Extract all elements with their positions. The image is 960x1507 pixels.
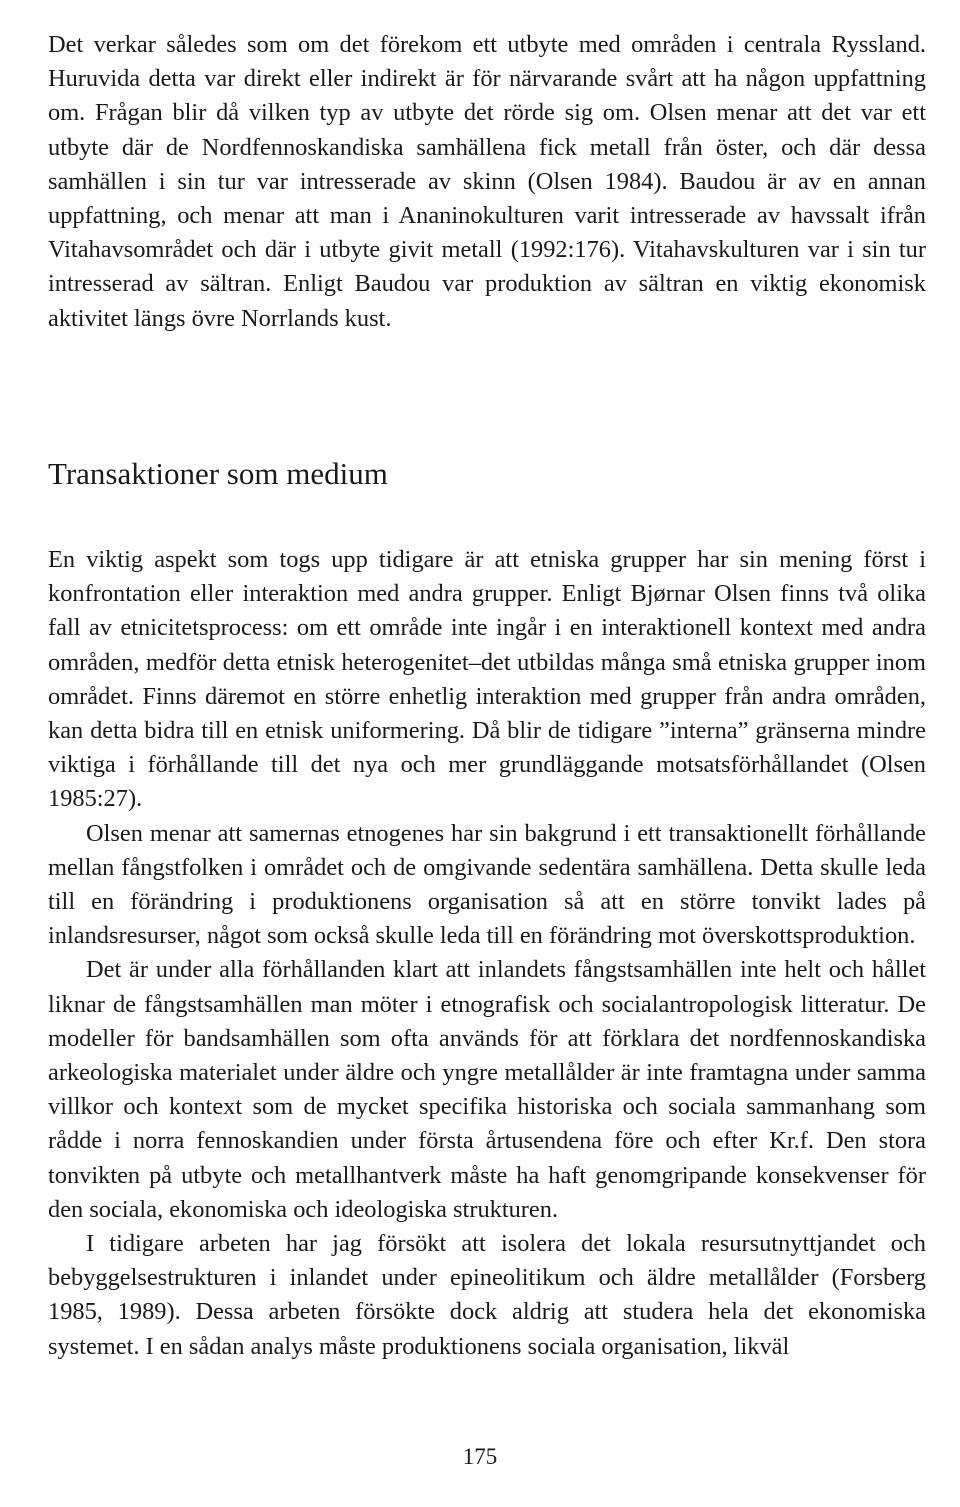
section-heading: Transaktioner som medium: [48, 456, 388, 491]
section-body: [48, 543, 926, 1364]
paragraph-2: Olsen menar att samernas etnogenes har sin bakgrund i ett transaktionellt förhållande mellan fångstfolken i området och de omgivande sedentära samhällena. Detta skulle leda till en förändring i produktionens organisation så att en större tonvikt lades på inlandsresurser, något som också skulle leda till en förändring mot överskottsproduktion.: [48, 819, 926, 950]
paragraph-1: En viktig aspekt som togs upp tidigare är att etniska grupper har sin mening först i konfrontation eller interaktion med andra grupper. Enligt Bjørnar Olsen finns två olika fall av etnicitetsprocess: om ett område inte ingår i en interaktionell kontext med andra områden, medför detta etnisk heterogenitet–det utbildas många små etniska grupper inom området. Finns däremot en större enhetlig interaktion med grupper från andra områden, kan detta bidra till en etnisk uniformering. Då blir de tidigare ”interna” gränserna mindre viktiga i förhållande till det nya och mer grundläggande motsatsförhållandet (Olsen 1985:27).: [48, 546, 926, 813]
intro-paragraph: Det verkar således som om det förekom ett utbyte med områden i centrala Ryssland. Huruvida detta var direkt eller indirekt är för närvarande svårt att ha någon uppfattning om. Frågan blir då vilken typ av utbyte det rörde sig om. Olsen menar att det var ett utbyte där de Nordfennoskandiska samhällena fick metall från öster, och där dessa samhällen i sin tur var intresserade av skinn (Olsen 1984). Baudou är av en annan uppfattning, och menar att man i Ananinokulturen varit intresserade av havssalt ifrån Vitahavsområdet och där i utbyte givit metall (1992:176). Vitahavskulturen var i sin tur intresserad av sältran. Enligt Baudou var produktion av sältran en viktig ekonomisk aktivitet längs övre Norrlands kust.: [48, 31, 926, 332]
page-number: 175: [462, 1444, 498, 1469]
paragraph-4: I tidigare arbeten har jag försökt att isolera det lokala resursutnyttjandet och bebyggelsestrukturen i inlandet under epineolitikum och äldre metallålder (Forsberg 1985, 1989). Dessa arbeten försökte dock aldrig att studera hela det ekonomiska systemet. I en sådan analys måste produktionens sociala organisation, likväl: [48, 1230, 926, 1360]
page-content: [48, 28, 926, 1360]
paragraph-3: Det är under alla förhållanden klart att inlandets fångstsamhällen inte helt och hållet liknar de fångstsamhällen man möter i etnografisk och socialantropologisk litteratur. De modeller för bandsamhällen som ofta används för att förklara det nordfennoskandiska arkeologiska materialet under äldre och yngre metallålder är inte framtagna under samma villkor och kontext som de mycket specifika historiska och sociala sammanhang som rådde i norra fennoskandien under första årtusendena före och efter Kr.f. Den stora tonvikten på utbyte och metallhantverk måste ha haft genomgripande konsekvenser för den sociala, ekonomiska och ideologiska strukturen.: [48, 956, 926, 1223]
